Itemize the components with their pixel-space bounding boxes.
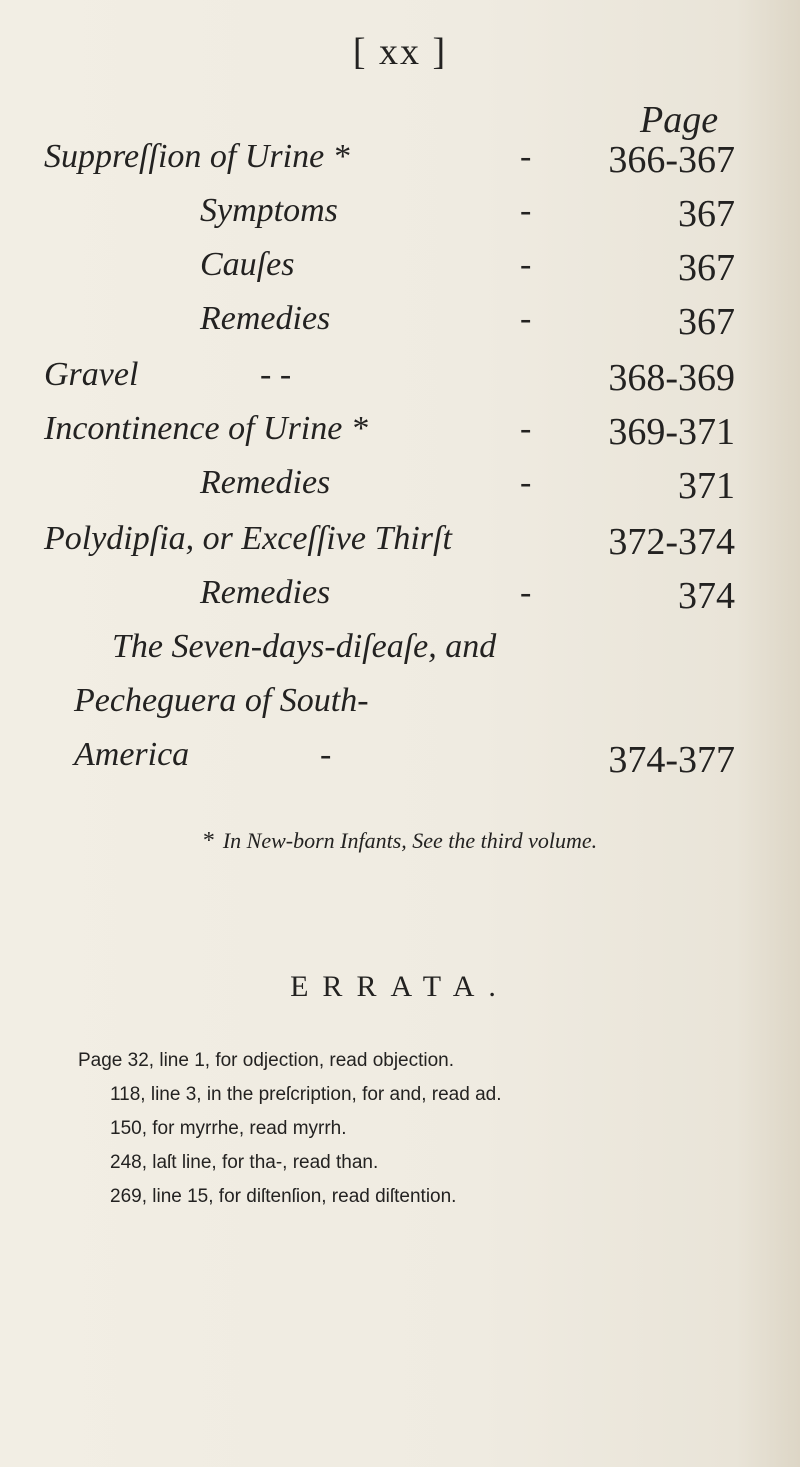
- toc-entry-dash: -: [520, 192, 532, 229]
- errata-line: 150, for myrrhe, read myrrh.: [110, 1118, 347, 1139]
- page-header: [ xx ]: [352, 31, 448, 73]
- toc-entry-label: Incontinence of Urine *: [44, 410, 368, 447]
- toc-entry-label: Remedies: [200, 574, 331, 611]
- toc-entry-dash: -: [520, 410, 532, 447]
- footnote-marker: *: [202, 828, 215, 854]
- toc-entry-dash: -: [520, 464, 532, 501]
- toc-entry-pages: 367: [678, 193, 735, 235]
- toc-entry-pages: 369-371: [608, 411, 735, 453]
- toc-entry-label: Suppreſſion of Urine *: [44, 138, 350, 175]
- toc-entry-dash: - -: [260, 356, 292, 393]
- footnote: [0, 828, 800, 855]
- errata-heading: ERRATA.: [290, 970, 510, 1003]
- toc-entry-label: Remedies: [200, 300, 331, 337]
- toc-entry: [0, 356, 800, 404]
- toc-entry: [0, 410, 800, 458]
- toc-entry-pages: 374: [678, 575, 735, 617]
- toc-entry: [0, 574, 800, 622]
- toc-entry: [0, 192, 800, 240]
- toc-entry-pages: 374-377: [608, 739, 735, 781]
- toc-entry-pages: 372-374: [608, 521, 735, 563]
- toc-entry: [0, 520, 800, 568]
- toc-entry-dash: -: [320, 736, 332, 773]
- toc-entry: [0, 138, 800, 186]
- toc-entry-label: Remedies: [200, 464, 331, 501]
- errata-line: 118, line 3, in the preſcription, for and, read ad.: [110, 1084, 502, 1105]
- toc-entry-label: Symptoms: [200, 192, 338, 229]
- toc-entry-label: Cauſes: [200, 246, 295, 283]
- page-column-label: Page: [640, 99, 719, 141]
- toc-entry-label: Polydipſia, or Exceſſive Thirſt: [44, 520, 452, 557]
- toc-entry-label-line: The Seven-days-diſeaſe, and: [112, 628, 497, 665]
- toc-entry-dash: -: [520, 300, 532, 337]
- toc-entry: [0, 464, 800, 512]
- footnote-text: In New-born Infants, See the third volume.: [222, 828, 598, 853]
- errata-line: 248, laſt line, for tha-, read than.: [110, 1152, 379, 1173]
- toc-entry: [0, 300, 800, 348]
- toc-entry-dash: -: [520, 138, 532, 175]
- toc-entry-pages: 367: [678, 301, 735, 343]
- toc-entry-pages: 368-369: [608, 357, 735, 399]
- toc-entry-pages: 371: [678, 465, 735, 507]
- toc-entry-label-line: America: [74, 736, 190, 773]
- toc-entry-pages: 366-367: [608, 139, 735, 181]
- toc-entry: [0, 246, 800, 294]
- toc-entry-pages: 367: [678, 247, 735, 289]
- errata-line: Page 32, line 1, for odjection, read objection.: [78, 1050, 455, 1071]
- errata-line: 269, line 15, for diſtenſion, read diſtention.: [110, 1186, 457, 1207]
- toc-entry-dash: -: [520, 246, 532, 283]
- toc-entry-label-line: Pecheguera of South-: [74, 682, 369, 719]
- toc-entry-dash: -: [520, 574, 532, 611]
- toc-entry-label: Gravel: [44, 356, 139, 393]
